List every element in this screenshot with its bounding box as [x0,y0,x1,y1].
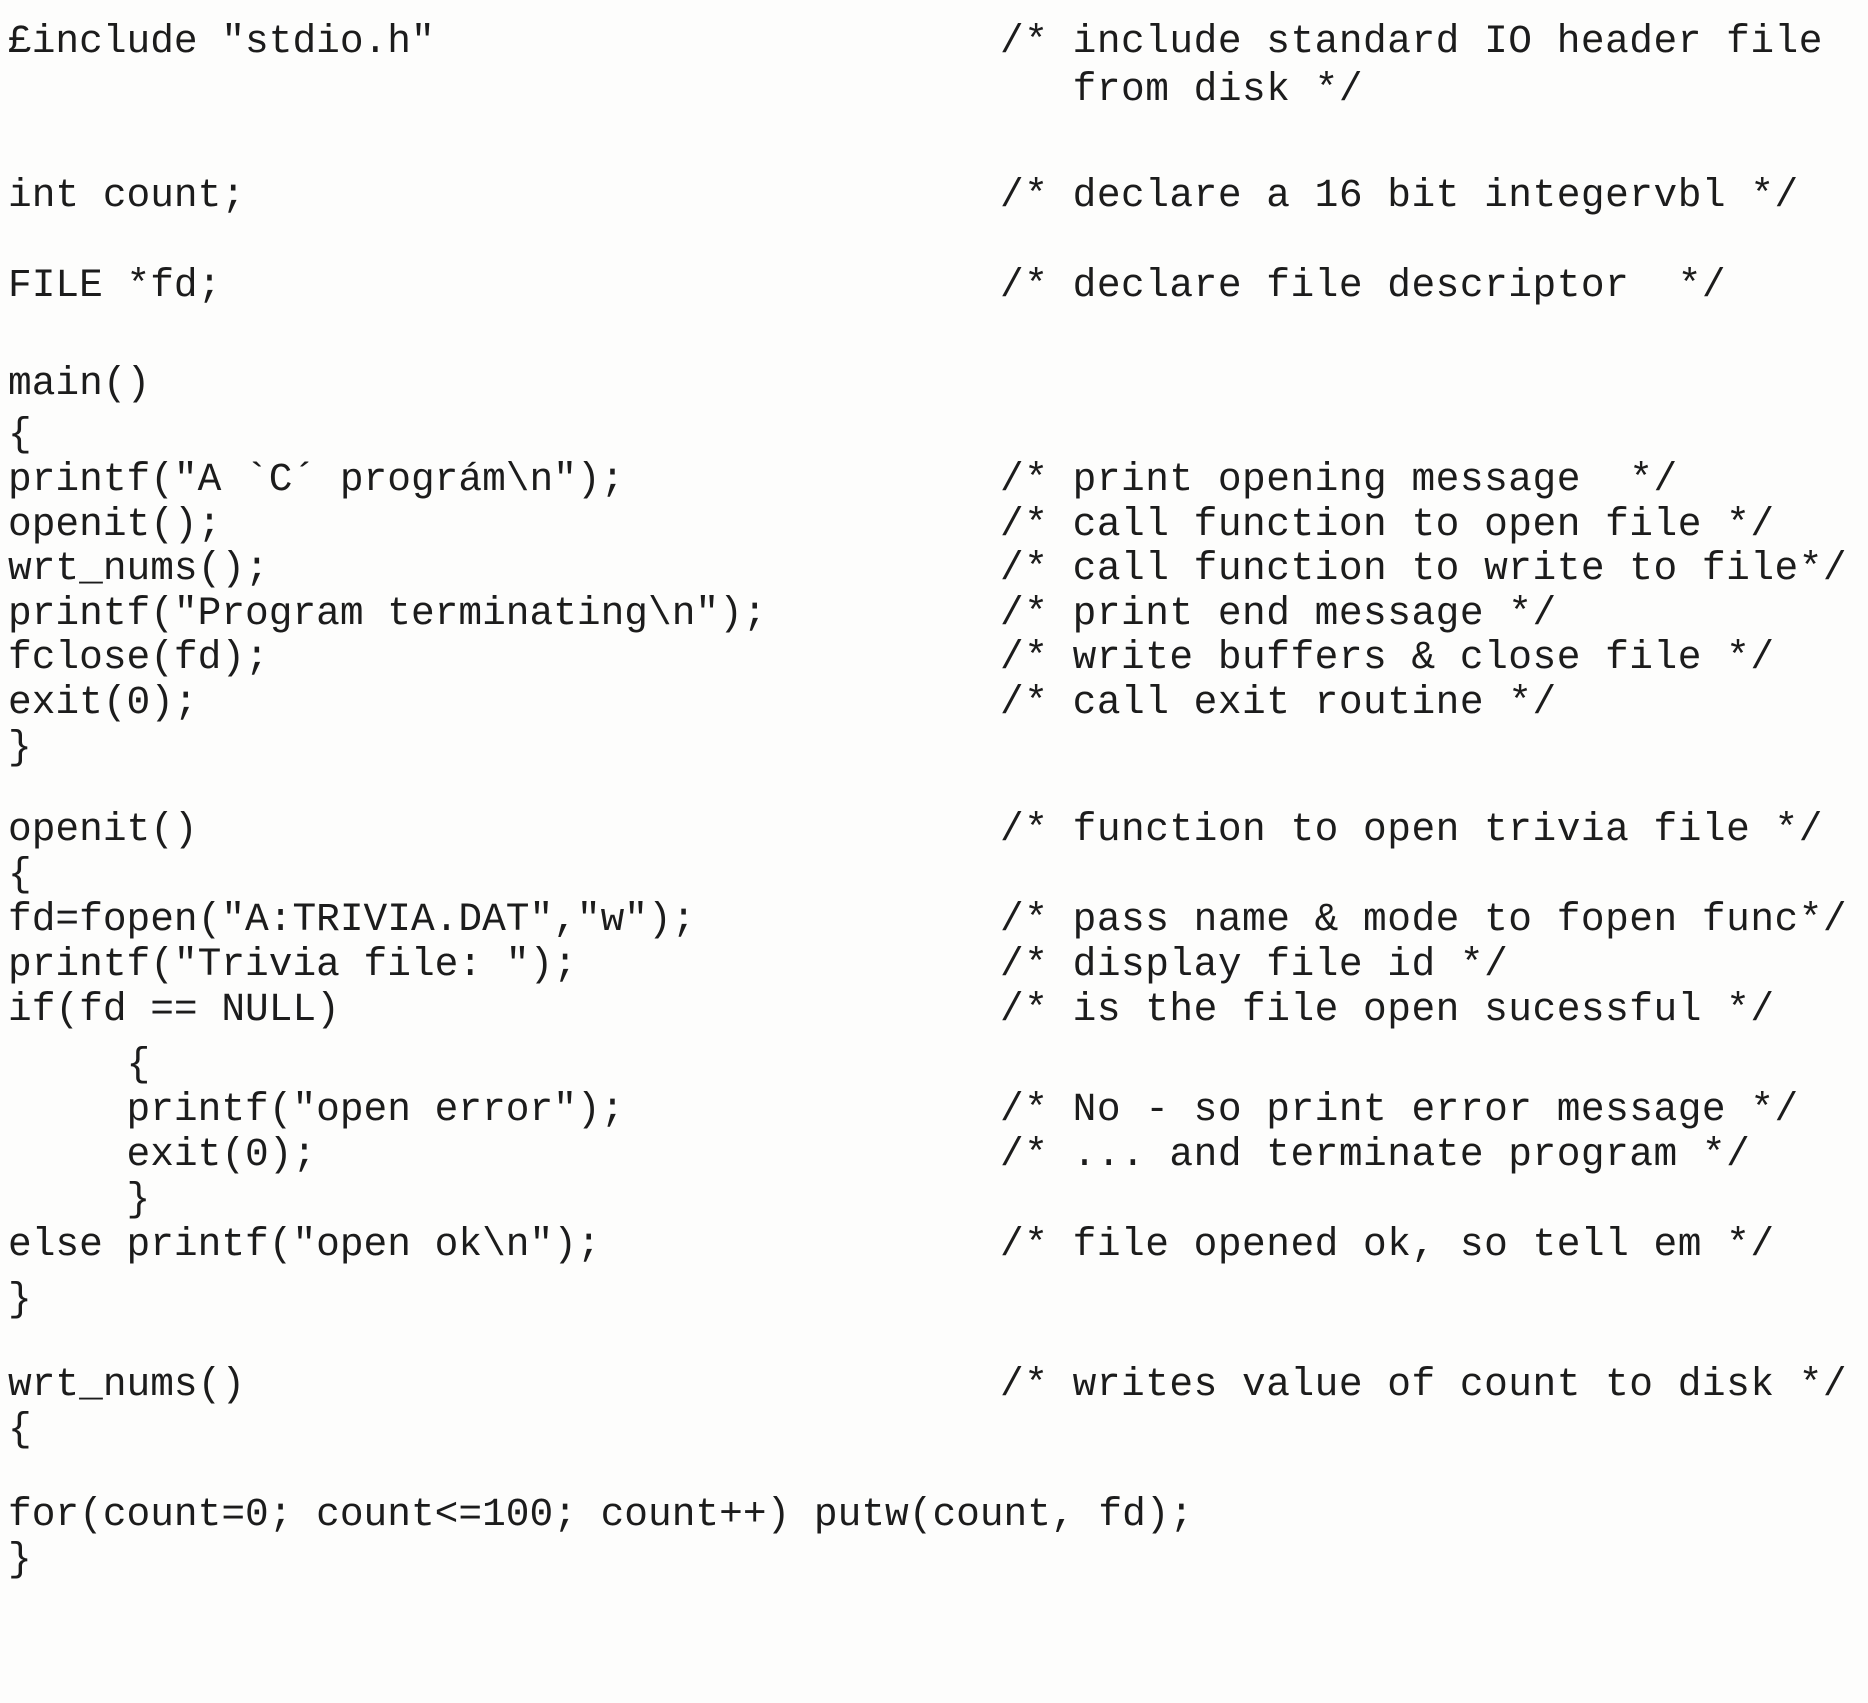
code-comment: /* declare a 16 bit integervbl */ [1000,173,1799,218]
code-comment: /* print end message */ [1000,591,1557,636]
code-comment: /* is the file open sucessful */ [1000,987,1775,1032]
code-line: printf("open error"); [8,1087,625,1132]
code-line: wrt_nums(); [8,546,269,591]
code-line: } [8,1277,32,1322]
code-comment: /* file opened ok, so tell em */ [1000,1222,1775,1267]
code-line: } [8,1177,151,1222]
code-line: FILE *fd; [8,263,222,308]
code-comment: /* pass name & mode to fopen func*/ [1000,897,1848,942]
code-line: openit() [8,807,198,852]
code-line: for(count=0; count<=100; count++) putw(count, fd); [8,1492,1194,1537]
code-comment: /* ... and terminate program */ [1000,1132,1751,1177]
code-comment: /* call exit routine */ [1000,680,1557,725]
code-line: else printf("open ok\n"); [8,1222,601,1267]
code-line: main() [8,361,151,406]
code-line: printf("Trivia file: "); [8,942,577,987]
code-line: } [8,1537,32,1582]
code-comment: /* No - so print error message */ [1000,1087,1799,1132]
code-line: £include "stdio.h" [8,19,435,64]
code-line: { [8,852,32,897]
code-line: openit(); [8,502,222,547]
code-comment: /* display file id */ [1000,942,1509,987]
code-comment: /* call function to write to file*/ [1000,546,1848,591]
code-comment: /* function to open trivia file */ [1000,807,1823,852]
code-line: if(fd == NULL) [8,987,340,1032]
code-line: fclose(fd); [8,635,269,680]
code-comment: /* call function to open file */ [1000,502,1775,547]
code-line: int count; [8,173,246,218]
code-comment: /* include standard IO header file [1000,19,1823,64]
code-comment: /* write buffers & close file */ [1000,635,1775,680]
code-line: wrt_nums() [8,1362,246,1407]
code-line: { [8,1407,32,1452]
code-comment: /* print opening message */ [1000,457,1678,502]
code-comment: /* writes value of count to disk */ [1000,1362,1848,1407]
code-line: { [8,1042,151,1087]
code-comment: from disk */ [1000,67,1364,112]
code-line: { [8,412,32,457]
code-line: } [8,725,32,770]
code-comment: /* declare file descriptor */ [1000,263,1727,308]
code-line: printf("Program terminating\n"); [8,591,767,636]
code-line: exit(0); [8,1132,317,1177]
code-line: fd=fopen("A:TRIVIA.DAT","w"); [8,897,696,942]
code-line: printf("A `C´ prográm\n"); [8,457,625,502]
code-line: exit(0); [8,680,198,725]
